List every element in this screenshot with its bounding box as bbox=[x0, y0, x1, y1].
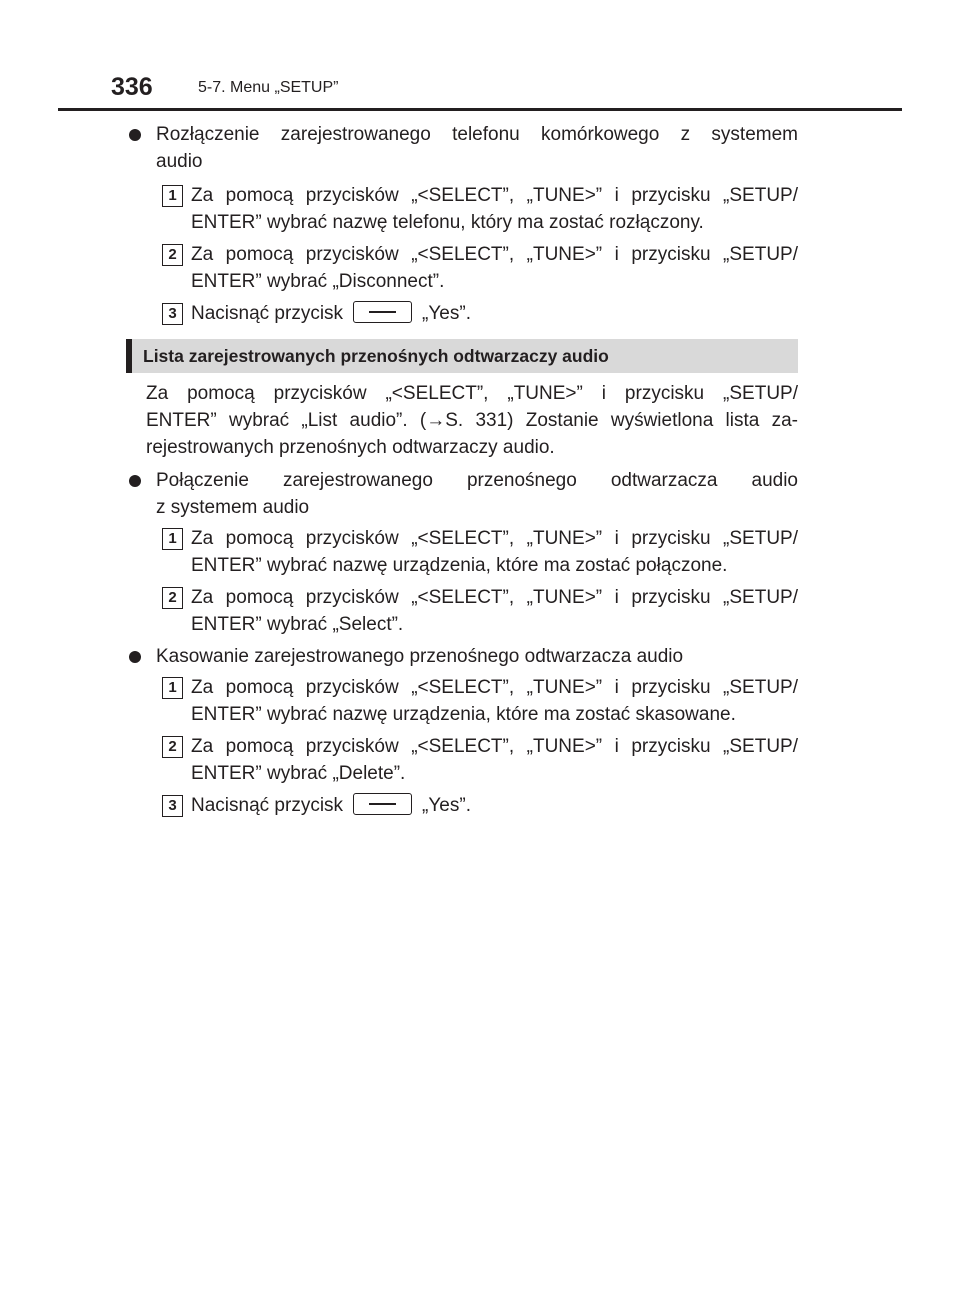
step-number-badge: 2 bbox=[162, 587, 183, 609]
heading-bar-accent bbox=[126, 339, 132, 373]
bullet-text-line: Kasowanie zarejestrowanego przenośnego odtwarzacza audio bbox=[156, 646, 684, 667]
step-number-badge: 2 bbox=[162, 736, 183, 758]
button-icon bbox=[353, 793, 412, 815]
step-number-badge: 1 bbox=[162, 185, 183, 207]
arrow-right-icon: → bbox=[426, 410, 446, 431]
step-text-line bbox=[191, 792, 798, 819]
step-text: „Yes”. bbox=[422, 303, 471, 324]
step-text-line: Za pomocą przycisków „<SELECT”, „TUNE>” i przycisku „SETUP/ bbox=[191, 587, 798, 608]
intro-text: ENTER” wybrać „List audio”. ( bbox=[146, 410, 427, 431]
bullet-text-line: z systemem audio bbox=[156, 497, 310, 518]
heading-bar bbox=[126, 339, 798, 373]
step-text-line: ENTER” wybrać „Select”. bbox=[191, 614, 404, 635]
step-number-badge: 1 bbox=[162, 677, 183, 699]
section-title: 5-7. Menu „SETUP” bbox=[198, 79, 339, 96]
step-text-line: ENTER” wybrać nazwę urządzenia, które ma zostać połączone. bbox=[191, 555, 728, 576]
intro-text: S. 331) Zostanie wyświetlona lista za- bbox=[445, 410, 798, 431]
page-number: 336 bbox=[111, 73, 153, 101]
button-icon bbox=[353, 301, 412, 323]
step-text-line: Za pomocą przycisków „<SELECT”, „TUNE>” i przycisku „SETUP/ bbox=[191, 528, 798, 549]
bullet-icon bbox=[129, 475, 141, 487]
bullet-icon bbox=[129, 129, 141, 141]
intro-text-line: rejestrowanych przenośnych odtwarzaczy audio. bbox=[146, 437, 555, 458]
step-text-line: ENTER” wybrać „Delete”. bbox=[191, 763, 406, 784]
step-text: Nacisnąć przycisk bbox=[191, 303, 344, 324]
bullet-text-line: Połączenie zarejestrowanego przenośnego odtwarzacza audio bbox=[156, 470, 798, 491]
bullet-text-line: Rozłączenie zarejestrowanego telefonu komórkowego z systemem bbox=[156, 124, 798, 145]
bullet-text-line: audio bbox=[156, 151, 203, 172]
step-text-line bbox=[191, 300, 798, 327]
step-number-badge: 1 bbox=[162, 528, 183, 550]
step-text-line: Za pomocą przycisków „<SELECT”, „TUNE>” i przycisku „SETUP/ bbox=[191, 185, 798, 206]
intro-text-line bbox=[146, 407, 798, 434]
step-text-line: ENTER” wybrać „Disconnect”. bbox=[191, 271, 445, 292]
page-header bbox=[0, 0, 960, 112]
heading-bar-title: Lista zarejestrowanych przenośnych odtwarzaczy audio bbox=[143, 346, 609, 366]
step-text-line: ENTER” wybrać nazwę telefonu, który ma zostać rozłączony. bbox=[191, 212, 704, 233]
step-text-line: Za pomocą przycisków „<SELECT”, „TUNE>” i przycisku „SETUP/ bbox=[191, 736, 798, 757]
step-text-line: ENTER” wybrać nazwę urządzenia, które ma zostać skasowane. bbox=[191, 704, 736, 725]
step-text: „Yes”. bbox=[422, 795, 471, 816]
header-rule bbox=[58, 108, 902, 111]
step-text: Nacisnąć przycisk bbox=[191, 795, 344, 816]
intro-text-line: Za pomocą przycisków „<SELECT”, „TUNE>” i przycisku „SETUP/ bbox=[146, 383, 798, 404]
step-number-badge: 3 bbox=[162, 795, 183, 817]
step-text-line: Za pomocą przycisków „<SELECT”, „TUNE>” i przycisku „SETUP/ bbox=[191, 677, 798, 698]
step-text-line: Za pomocą przycisków „<SELECT”, „TUNE>” i przycisku „SETUP/ bbox=[191, 244, 798, 265]
step-number-badge: 3 bbox=[162, 303, 183, 325]
step-number-badge: 2 bbox=[162, 244, 183, 266]
bullet-icon bbox=[129, 651, 141, 663]
